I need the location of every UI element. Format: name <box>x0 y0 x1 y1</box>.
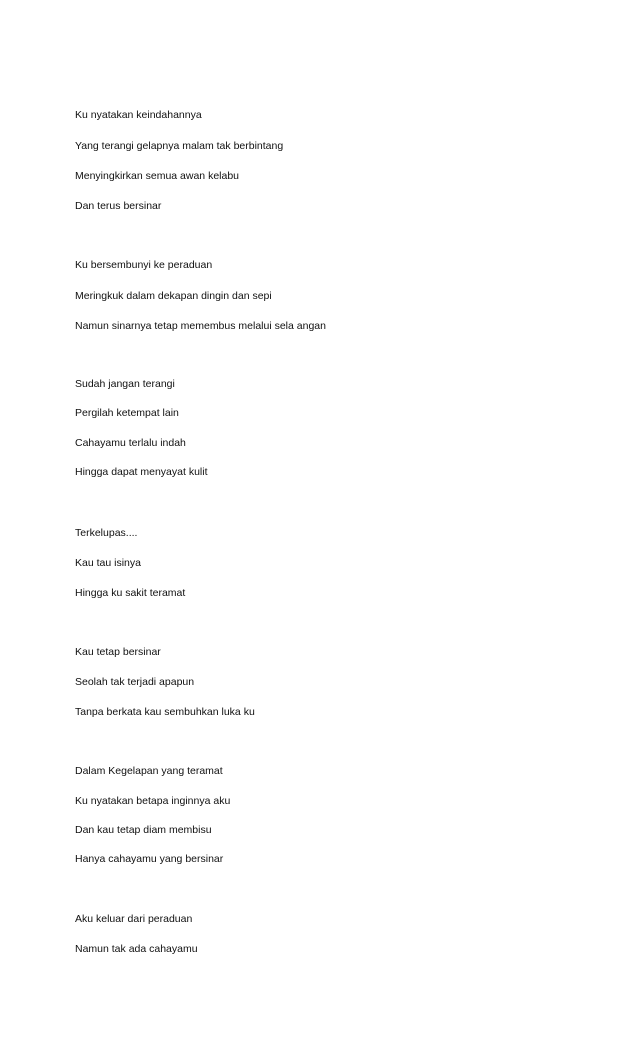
poem-line: Hanya cahayamu yang bersinar <box>75 853 224 865</box>
poem-line: Cahayamu terlalu indah <box>75 437 186 449</box>
poem-line: Hingga ku sakit teramat <box>75 587 186 599</box>
poem-line: Ku nyatakan keindahannya <box>75 109 202 121</box>
poem-line: Menyingkirkan semua awan kelabu <box>75 170 240 182</box>
poem-line: Dan terus bersinar <box>75 200 162 212</box>
poem-line: Terkelupas.... <box>75 527 138 539</box>
poem-line: Namun sinarnya tetap memembus melalui sela angan <box>75 320 326 332</box>
poem-line: Yang terangi gelapnya malam tak berbintang <box>75 140 284 152</box>
poem-line: Dan kau tetap diam membisu <box>75 824 212 836</box>
poem-line: Sudah jangan terangi <box>75 378 175 390</box>
poem-line: Namun tak ada cahayamu <box>75 943 198 955</box>
poem-line: Hingga dapat menyayat kulit <box>75 466 208 478</box>
poem-line: Kau tetap bersinar <box>75 646 161 658</box>
poem-line: Pergilah ketempat lain <box>75 407 179 419</box>
poem-line: Ku nyatakan betapa inginnya aku <box>75 795 231 807</box>
poem-line: Aku keluar dari peraduan <box>75 913 193 925</box>
poem-line: Seolah tak terjadi apapun <box>75 676 195 688</box>
poem-line: Meringkuk dalam dekapan dingin dan sepi <box>75 290 272 302</box>
poem-line: Kau tau isinya <box>75 557 141 569</box>
poem-line: Tanpa berkata kau sembuhkan luka ku <box>75 706 255 718</box>
poem-line: Dalam Kegelapan yang teramat <box>75 765 223 777</box>
poem-line: Ku bersembunyi ke peraduan <box>75 259 213 271</box>
